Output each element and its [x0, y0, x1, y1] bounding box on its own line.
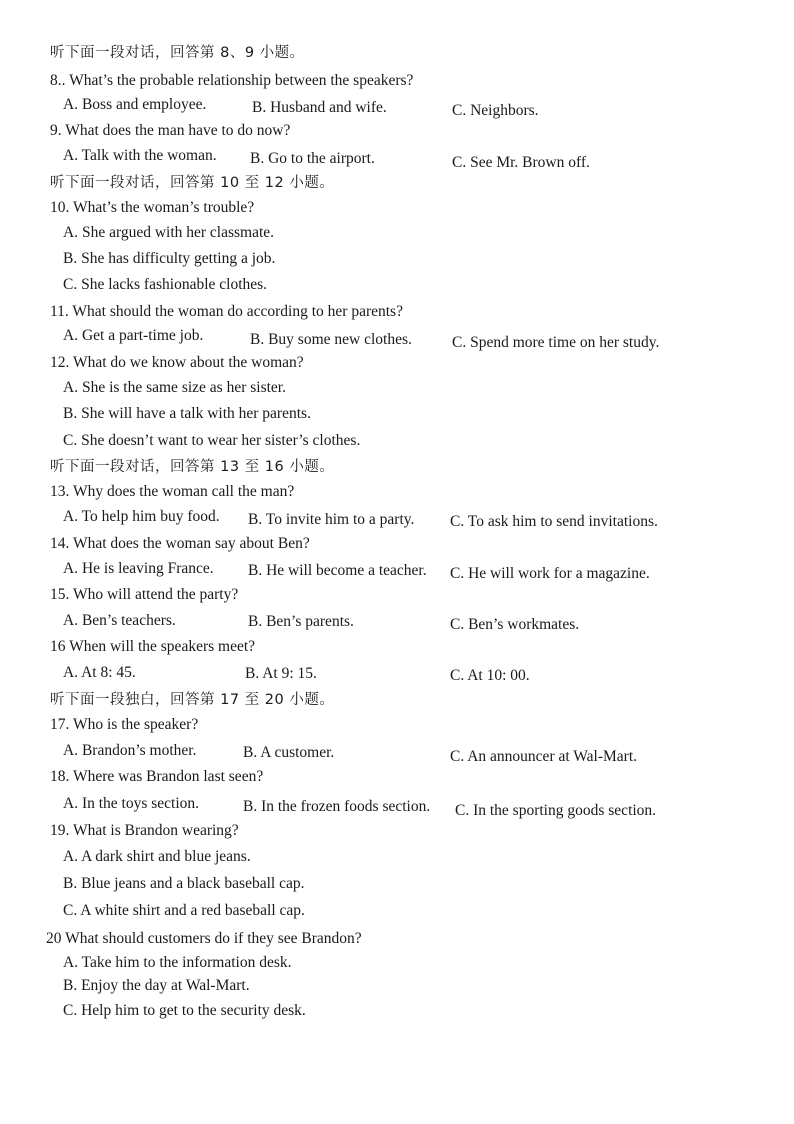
question-20-option-b: B. Enjoy the day at Wal-Mart.: [63, 977, 250, 994]
question-17-option-a: A. Brandon’s mother.: [63, 742, 197, 759]
question-20-option-c: C. Help him to get to the security desk.: [63, 1002, 306, 1019]
question-20-option-a: A. Take him to the information desk.: [63, 954, 292, 971]
question-17-option-b: B. A customer.: [243, 744, 335, 761]
question-20-stem: 20 What should customers do if they see Brandon?: [46, 930, 362, 947]
question-15-option-b: B. Ben’s parents.: [248, 613, 354, 630]
question-16-option-a: A. At 8: 45.: [63, 664, 136, 681]
question-17-stem: 17. Who is the speaker?: [50, 716, 199, 733]
question-13-stem: 13. Why does the woman call the man?: [50, 483, 295, 500]
question-12-stem: 12. What do we know about the woman?: [50, 354, 304, 371]
question-10-stem: 10. What’s the woman’s trouble?: [50, 199, 255, 216]
question-9-option-a: A. Talk with the woman.: [63, 147, 217, 164]
question-10-option-a: A. She argued with her classmate.: [63, 224, 275, 241]
question-19-option-b: B. Blue jeans and a black baseball cap.: [63, 875, 305, 892]
section-heading-17-20: 听下面一段独白，回答第 17 至 20 小题。: [50, 692, 335, 708]
question-15-option-a: A. Ben’s teachers.: [63, 612, 176, 629]
question-10-option-c: C. She lacks fashionable clothes.: [63, 276, 268, 293]
section-heading-10-12: 听下面一段对话，回答第 10 至 12 小题。: [50, 175, 335, 191]
question-12-option-b: B. She will have a talk with her parents.: [63, 405, 311, 422]
question-8-stem: 8.. What’s the probable relationship between the speakers?: [50, 72, 414, 89]
section-heading-8-9: 听下面一段对话，回答第 8、9 小题。: [50, 45, 305, 61]
question-19-option-a: A. A dark shirt and blue jeans.: [63, 848, 251, 865]
question-18-option-a: A. In the toys section.: [63, 795, 200, 812]
question-8-option-b: B. Husband and wife.: [252, 99, 387, 116]
question-16-option-c: C. At 10: 00.: [450, 667, 530, 684]
question-19-option-c: C. A white shirt and a red baseball cap.: [63, 902, 305, 919]
question-11-option-c: C. Spend more time on her study.: [452, 334, 660, 351]
question-19-stem: 19. What is Brandon wearing?: [50, 822, 239, 839]
question-8-option-a: A. Boss and employee.: [63, 96, 207, 113]
question-18-option-c: C. In the sporting goods section.: [455, 802, 657, 819]
question-12-option-c: C. She doesn’t want to wear her sister’s clothes.: [63, 432, 361, 449]
question-14-stem: 14. What does the woman say about Ben?: [50, 535, 310, 552]
question-11-option-b: B. Buy some new clothes.: [250, 331, 412, 348]
question-14-option-a: A. He is leaving France.: [63, 560, 214, 577]
question-13-option-b: B. To invite him to a party.: [248, 511, 415, 528]
question-11-option-a: A. Get a part-time job.: [63, 327, 204, 344]
question-15-option-c: C. Ben’s workmates.: [450, 616, 580, 633]
question-16-stem: 16 When will the speakers meet?: [50, 638, 256, 655]
question-14-option-b: B. He will become a teacher.: [248, 562, 427, 579]
question-9-stem: 9. What does the man have to do now?: [50, 122, 291, 139]
question-17-option-c: C. An announcer at Wal-Mart.: [450, 748, 637, 765]
question-10-option-b: B. She has difficulty getting a job.: [63, 250, 276, 267]
section-heading-13-16: 听下面一段对话，回答第 13 至 16 小题。: [50, 459, 335, 475]
question-15-stem: 15. Who will attend the party?: [50, 586, 239, 603]
question-9-option-c: C. See Mr. Brown off.: [452, 154, 590, 171]
question-18-stem: 18. Where was Brandon last seen?: [50, 768, 264, 785]
question-12-option-a: A. She is the same size as her sister.: [63, 379, 286, 396]
question-8-option-c: C. Neighbors.: [452, 102, 539, 119]
question-18-option-b: B. In the frozen foods section.: [243, 798, 431, 815]
question-13-option-a: A. To help him buy food.: [63, 508, 220, 525]
question-13-option-c: C. To ask him to send invitations.: [450, 513, 658, 530]
question-14-option-c: C. He will work for a magazine.: [450, 565, 650, 582]
question-16-option-b: B. At 9: 15.: [245, 665, 317, 682]
question-9-option-b: B. Go to the airport.: [250, 150, 375, 167]
question-11-stem: 11. What should the woman do according to her parents?: [50, 303, 403, 320]
